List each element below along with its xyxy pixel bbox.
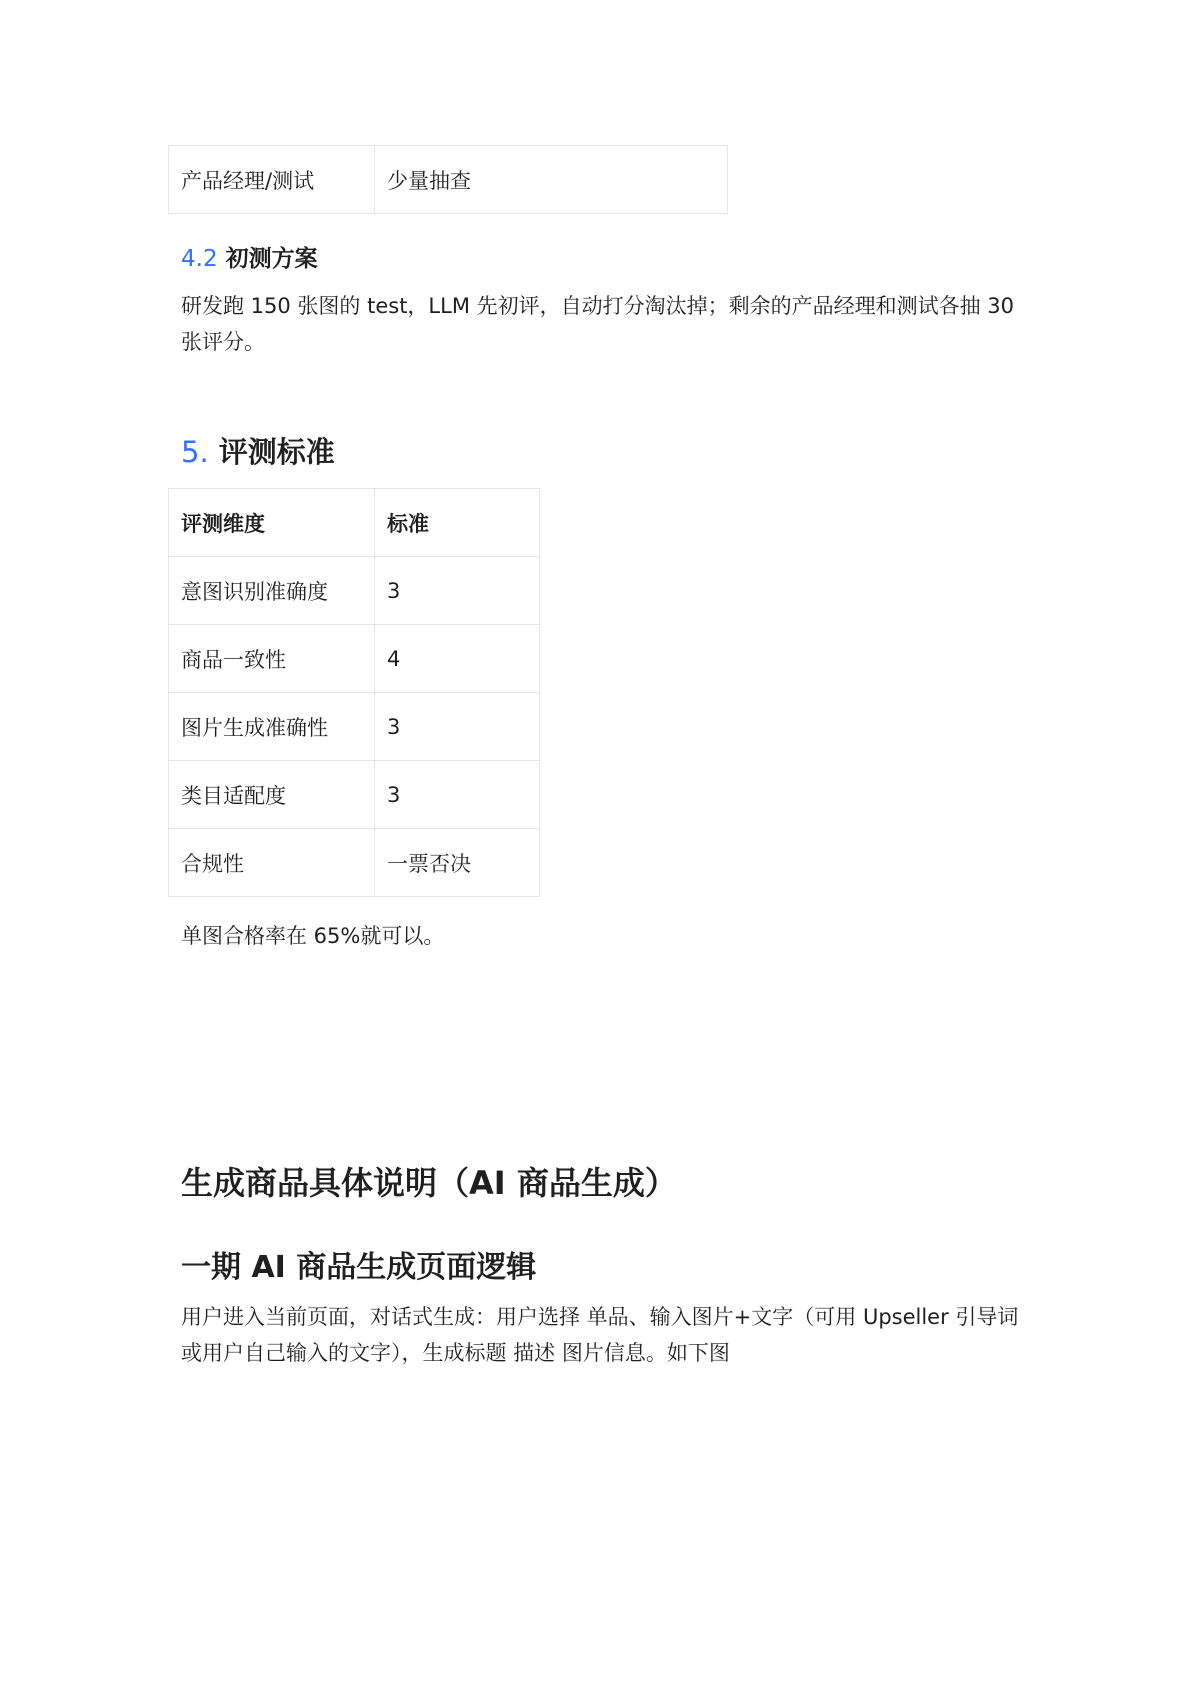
- product-generation-heading: 生成商品具体说明（AI 商品生成）: [181, 1164, 677, 1202]
- section-4-2-heading: [181, 240, 318, 273]
- table-cell-dimension: 图片生成准确性: [169, 693, 375, 761]
- table-cell-dimension: 意图识别准确度: [169, 557, 375, 625]
- table-cell-standard: 一票否决: [375, 829, 540, 897]
- table-header-dimension: 评测维度: [169, 489, 375, 557]
- section-title: 评测标准: [218, 435, 335, 469]
- page-logic-paragraph: 用户进入当前页面，对话式生成：用户选择 单品、输入图片+文字（可用 Upseller 引导词或用户自己输入的文字），生成标题 描述 图片信息。如下图: [181, 1305, 1019, 1365]
- evaluation-criteria-table: [168, 488, 540, 897]
- section-number: 5.: [181, 435, 209, 469]
- table-cell-standard: 3: [375, 761, 540, 829]
- table-cell-role: 产品经理/测试: [169, 146, 375, 214]
- initial-test-plan-paragraph: 研发跑 150 张图的 test，LLM 先初评，自动打分淘汰掉；剩余的产品经理和测试各抽 30 张评分。: [181, 294, 1015, 354]
- table-cell-dimension: 类目适配度: [169, 761, 375, 829]
- table-row: [169, 625, 540, 693]
- table-row: [169, 829, 540, 897]
- section-5-heading: [181, 430, 335, 471]
- table-header-standard: 标准: [375, 489, 540, 557]
- table-cell-standard: 4: [375, 625, 540, 693]
- table-cell-task: 少量抽查: [375, 146, 728, 214]
- table-row: [169, 146, 728, 214]
- pass-rate-paragraph: 单图合格率在 65%就可以。: [181, 924, 445, 948]
- roles-table: [168, 145, 728, 214]
- table-cell-dimension: 商品一致性: [169, 625, 375, 693]
- table-row: [169, 761, 540, 829]
- table-row: [169, 693, 540, 761]
- table-cell-standard: 3: [375, 693, 540, 761]
- table-row: [169, 557, 540, 625]
- table-header-row: [169, 489, 540, 557]
- section-number: 4.2: [181, 246, 218, 272]
- table-cell-dimension: 合规性: [169, 829, 375, 897]
- phase-one-page-logic-heading: 一期 AI 商品生成页面逻辑: [181, 1250, 537, 1285]
- section-title: 初测方案: [225, 246, 318, 272]
- table-cell-standard: 3: [375, 557, 540, 625]
